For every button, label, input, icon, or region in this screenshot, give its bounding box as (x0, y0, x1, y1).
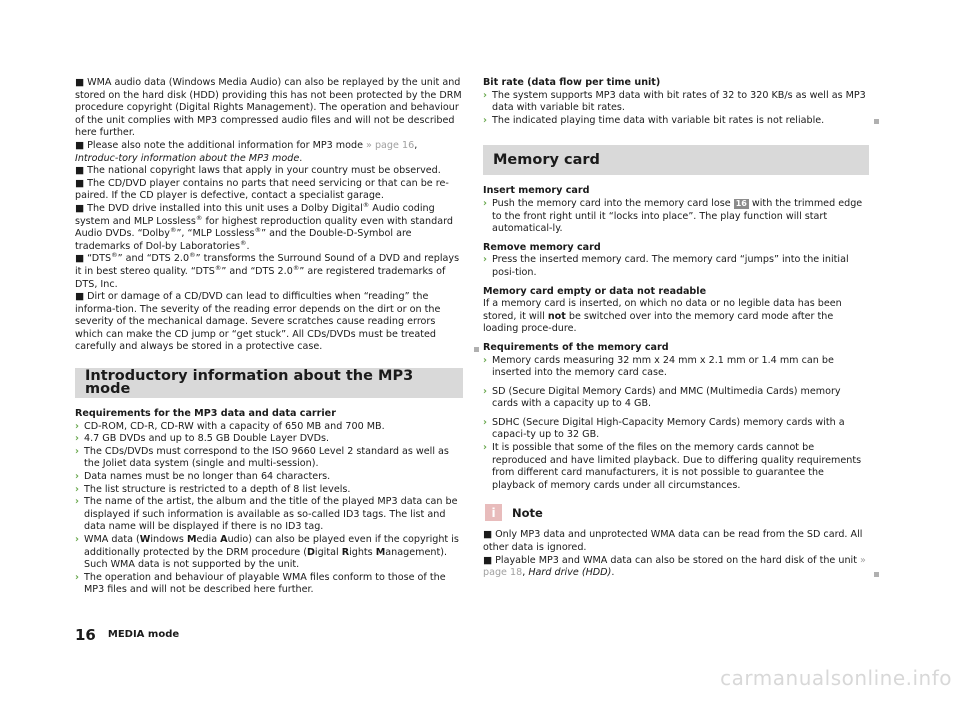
list-item-text: with the trimmed edge to the front right until it “locks into place”. The play function will start automatical-ly. (492, 197, 863, 235)
empty-text: be switched over into the memory card mode after the loading proce-dure. (483, 310, 834, 335)
mp3-note-text: ■ Please also note the additional information for MP3 mode (75, 139, 367, 151)
chevron-right-icon: › (483, 385, 487, 397)
list-item-text: CD-ROM, CD-R, CD-RW with a capacity of 650 MB and 700 MB. (84, 420, 385, 432)
list-item-text: It is possible that some of the files on the memory cards cannot be reproduced and have limited playback. Due to differing quality requirements from different card manufacturers, it is not possible to guarantee the playback of memory cards under all circumstances. (492, 442, 862, 491)
end-of-section-mark (474, 347, 479, 352)
list-item (75, 572, 463, 597)
list-item (483, 442, 869, 492)
list-item (483, 198, 869, 236)
chevron-right-icon: › (75, 471, 79, 483)
end-of-section-mark (874, 572, 879, 577)
section-heading-memory-card (483, 145, 869, 175)
chevron-right-icon: › (75, 571, 79, 583)
dts-paragraph (75, 253, 463, 291)
page-18-link[interactable]: » page 18 (483, 554, 866, 579)
chevron-right-icon: › (483, 197, 487, 209)
list-item-text: The operation and behaviour of playable WMA files conform to those of the MP3 files and will not be described here further. (84, 571, 446, 596)
dolby-text-e: ” and the Double-D-Symbol are trademarks of Dol-by Laboratories (75, 228, 412, 252)
remove-heading: Remove memory card (483, 241, 601, 253)
requirements-heading: Requirements for the MP3 data and data carrier (75, 408, 336, 420)
reg-mark: ® (111, 251, 118, 260)
reg-mark: ® (169, 225, 177, 234)
chevron-right-icon: › (483, 354, 487, 366)
empty-text: If a memory card is inserted, on which no data or no legible data has been stored, it will (483, 298, 842, 322)
reg-mark: ® (189, 251, 196, 260)
dolby-text-d: ”, “MLP Lossless (176, 228, 255, 240)
chevron-right-icon: › (483, 89, 487, 101)
wma-text: edia (196, 534, 221, 545)
list-item-text: Press the inserted memory card. The memory card “jumps” into the initial posi-tion. (492, 254, 849, 278)
mp3-note-paragraph (75, 140, 463, 165)
end-of-section-mark (874, 119, 879, 124)
list-item-text: Push the memory card into the memory card lose (492, 197, 734, 209)
dts-text-d: ” and “DTS 2.0 (221, 265, 293, 277)
chevron-right-icon: › (483, 114, 487, 126)
list-item-text: The list structure is restricted to a depth of 8 list levels. (84, 483, 351, 495)
list-item (483, 115, 869, 128)
wma-text: udio) can also be played even if the copyright is additionally protected by the DRM procedure ( (84, 534, 459, 558)
dts-text-e: ” are registered trademarks of DTS, Inc. (75, 265, 446, 290)
list-item (483, 417, 869, 442)
list-item-text: The CDs/DVDs must correspond to the ISO 9660 Level 2 standard as well as the Joliet data system (single and multi-session). (84, 445, 449, 470)
chevron-right-icon: › (75, 445, 79, 457)
list-item-text: SD (Secure Digital Memory Cards) and MMC (Multimedia Cards) memory cards with a capacity up to 4 GB. (492, 385, 841, 410)
chevron-right-icon: › (75, 534, 79, 545)
section-heading-mp3 (75, 368, 463, 398)
list-item (483, 90, 869, 115)
list-item-wma (75, 534, 463, 572)
reg-mark: ® (362, 200, 370, 209)
list-item-text: The name of the artist, the album and the title of the played MP3 data can be displayed if such information is available as so-called ID3 tags. The list and data name will be displayed if there is no ID3 tag. (84, 496, 458, 533)
list-item-text: SDHC (Secure Digital High-Capacity Memory Cards) memory cards with a capaci-ty up to 32 GB. (492, 416, 845, 441)
chevron-right-icon: › (75, 496, 79, 508)
empty-not: not (547, 310, 566, 322)
info-icon: i (485, 504, 502, 521)
reg-mark: ® (214, 263, 222, 272)
chevron-right-icon: › (75, 433, 79, 445)
dolby-text-b: Audio coding system and MLP Lossless (75, 202, 435, 227)
dolby-text-c: for highest reproduction quality even with standard Audio DVDs. “Dolby (75, 215, 453, 240)
wma-text: WMA data ( (84, 534, 140, 545)
wma-intro-paragraph: ■ WMA audio data (Windows Media Audio) can also be replayed by the unit and stored on the hard disk (HDD) providing this has not been protected by the DRM procedure copyright (Digital Rights Management). The operation and behaviour of the unit complies with MP3 compressed audio files and will not be described here further. (75, 77, 462, 139)
footer-section-name: MEDIA mode (107, 629, 180, 640)
reg-mark: ® (292, 263, 300, 272)
left-column (75, 77, 463, 597)
dts-text-b: ” and “DTS 2.0 (117, 253, 190, 265)
list-item-text: Memory cards measuring 32 mm x 24 mm x 2.1 mm or 1.4 mm can be inserted into the memory card case. (492, 354, 834, 379)
drm-letter: D (306, 546, 315, 558)
insert-heading: Insert memory card (483, 185, 590, 197)
empty-heading: Memory card empty or data not readable (483, 285, 707, 297)
chevron-right-icon: › (75, 420, 79, 432)
dirt-text: ■ Dirt or damage of a CD/DVD can lead to difficulties when “reading” the informa-tion. The severity of the reading error depends on the dirt or on the severity of the mechanical damage. Severe scratches cause reading errors which can make the CD jump or “get stuck”. All CDs/DVDs must be treated carefully and always be stored in a protective case. (75, 291, 441, 353)
list-item-text: The system supports MP3 data with bit rates of 32 to 320 KB/s as well as MP3 data with variable bit rates. (492, 89, 866, 114)
dts-text-a: ■ “DTS (75, 253, 112, 265)
note-paragraph (483, 555, 869, 580)
dolby-paragraph (75, 200, 463, 253)
wma-text: indows (150, 534, 187, 545)
drm-text: igital (314, 546, 342, 558)
section-title: Memory card (493, 152, 600, 169)
dirt-paragraph (75, 291, 463, 354)
list-item (75, 471, 463, 484)
list-item (483, 386, 869, 411)
chevron-right-icon: › (75, 483, 79, 495)
note-ref: Hard drive (HDD) (528, 567, 612, 579)
section-title: Introductory information about the MP3 mode (85, 368, 414, 398)
right-column (483, 77, 869, 580)
list-item (483, 254, 869, 279)
list-item-text: 4.7 GB DVDs and up to 8.5 GB Double Layer DVDs. (84, 433, 330, 445)
reg-mark: ® (254, 225, 262, 234)
drm-letter: R (341, 546, 350, 558)
wma-letter: A (220, 534, 228, 545)
copyright-paragraph: ■ The national copyright laws that apply in your country must be observed. (75, 165, 441, 177)
dolby-text-f: . (246, 240, 250, 252)
card-req-heading: Requirements of the memory card (483, 341, 669, 353)
dts-text-c: ” transforms the Surround Sound of a DVD and replays it in best stereo quality. “DTS (75, 253, 460, 277)
note-text: , (522, 567, 529, 579)
list-item-text: Data names must be no longer than 64 characters. (84, 471, 331, 483)
list-item (75, 433, 463, 446)
mp3-note-end: . (299, 152, 303, 164)
mp3-note-sep: , (414, 139, 418, 151)
service-paragraph: ■ The CD/DVD player contains no parts that need servicing or that can be re-paired. If the CD player is defective, contact a specialist garage. (75, 177, 449, 202)
drm-letter: M (375, 546, 386, 558)
note-text: . (611, 567, 615, 579)
list-item (75, 421, 463, 434)
page-16-link[interactable]: » page 16 (366, 139, 415, 151)
list-item-text: The indicated playing time data with variable bit rates is not reliable. (492, 114, 825, 126)
note-title: Note (512, 505, 543, 520)
wma-letter: M (186, 534, 197, 545)
reg-mark: ® (195, 213, 203, 222)
list-item (483, 355, 869, 380)
watermark: carmanualsonline.info (720, 666, 952, 690)
chevron-right-icon: › (483, 254, 487, 266)
note-header (483, 504, 869, 521)
page-number: 16 (75, 626, 96, 644)
note-paragraph: ■ Only MP3 data and unprotected WMA data can be read from the SD card. All other data is ignored. (483, 529, 863, 554)
figure-reference-badge: 16 (735, 198, 747, 208)
list-item (75, 484, 463, 497)
list-item (75, 496, 463, 534)
wma-letter: W (139, 534, 151, 545)
drm-text: ights (349, 546, 376, 558)
chevron-right-icon: › (483, 416, 487, 428)
dolby-text-a: ■ The DVD drive installed into this unit uses a Dolby Digital (75, 202, 363, 214)
mp3-note-ref: Introduc-tory information about the MP3 mode (75, 152, 300, 164)
drm-text: anagement). Such WMA data is not supported by the unit. (84, 546, 448, 571)
bitrate-heading: Bit rate (data flow per time unit) (483, 77, 661, 88)
reg-mark: ® (240, 238, 247, 247)
empty-paragraph (483, 298, 869, 336)
chevron-right-icon: › (483, 442, 487, 454)
note-text: ■ Playable MP3 and WMA data can also be stored on the hard disk of the unit (483, 554, 861, 566)
list-item (75, 446, 463, 471)
page-footer (75, 626, 180, 644)
